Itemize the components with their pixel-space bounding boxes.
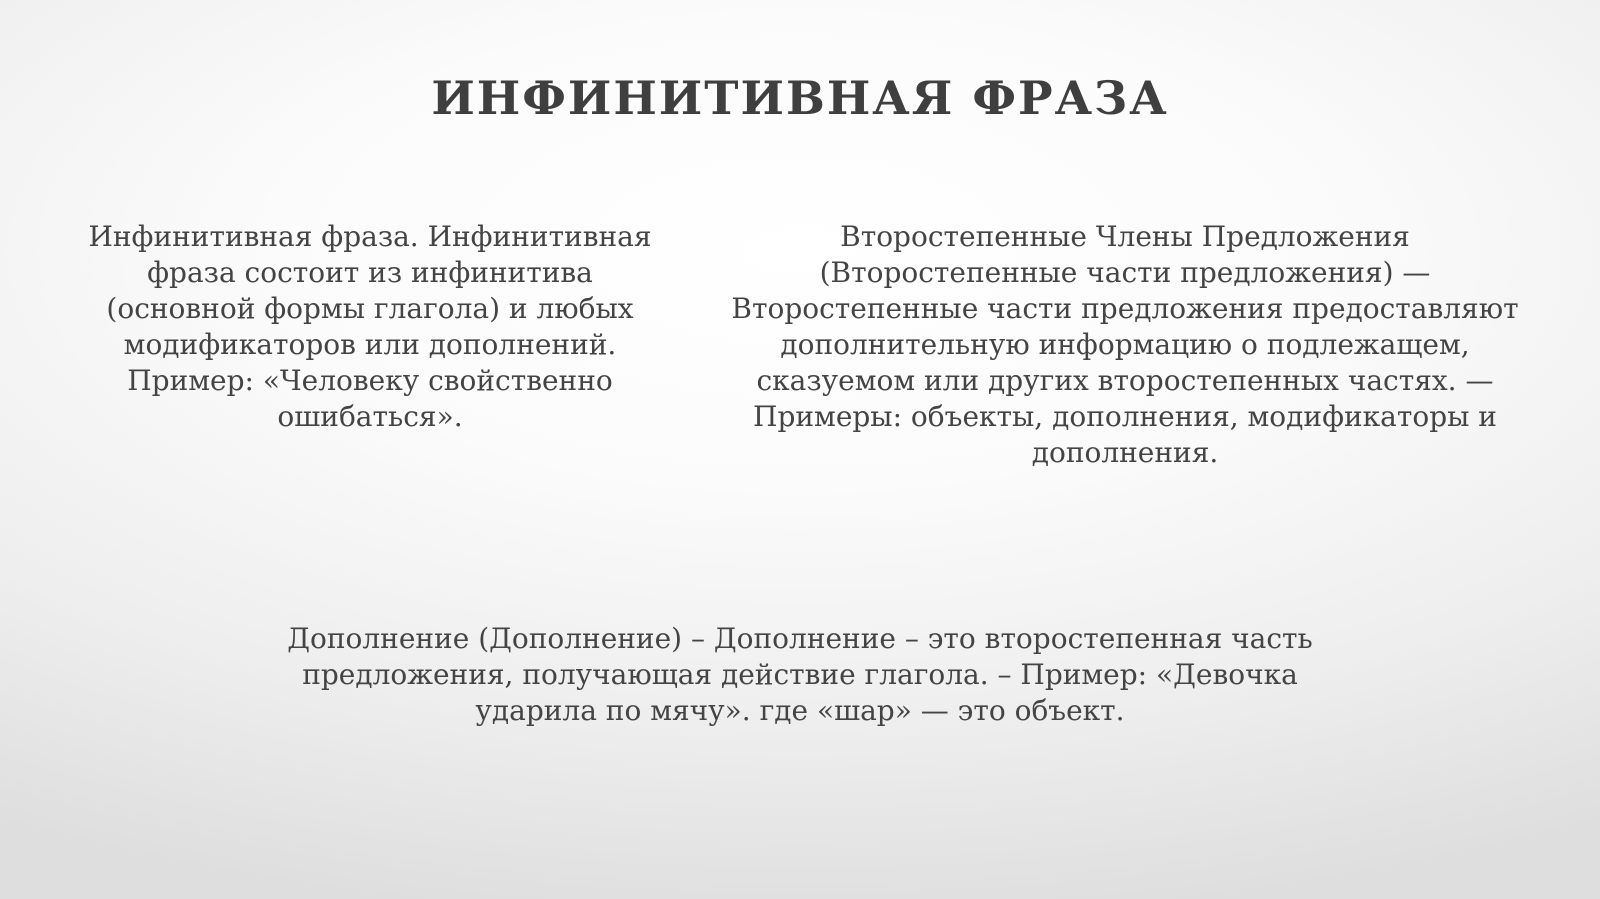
- object-definition-text: Дополнение (Дополнение) – Дополнение – это второстепенная часть предложения, получающая действие глагола. – Пример: «Девочка ударила по мячу». где «шар» — это объект.: [287, 622, 1313, 727]
- slide-title: ИНФИНИТИВНАЯ ФРАЗА: [431, 71, 1169, 125]
- secondary-members-text: Второстепенные Члены Предложения (Второстепенные части предложения) — Второстепенные части предложения предоставляют дополнительную информацию о подлежащем, сказуемом или других второстепенных частях. — Примеры: объекты, дополнения, модификаторы и дополнения.: [731, 220, 1519, 469]
- infinitive-phrase-text: Инфинитивная фраза. Инфинитивная фраза состоит из инфинитива (основной формы глагола) и любых модификаторов или дополнений. Пример: «Человеку свойственно ошибаться».: [88, 220, 652, 433]
